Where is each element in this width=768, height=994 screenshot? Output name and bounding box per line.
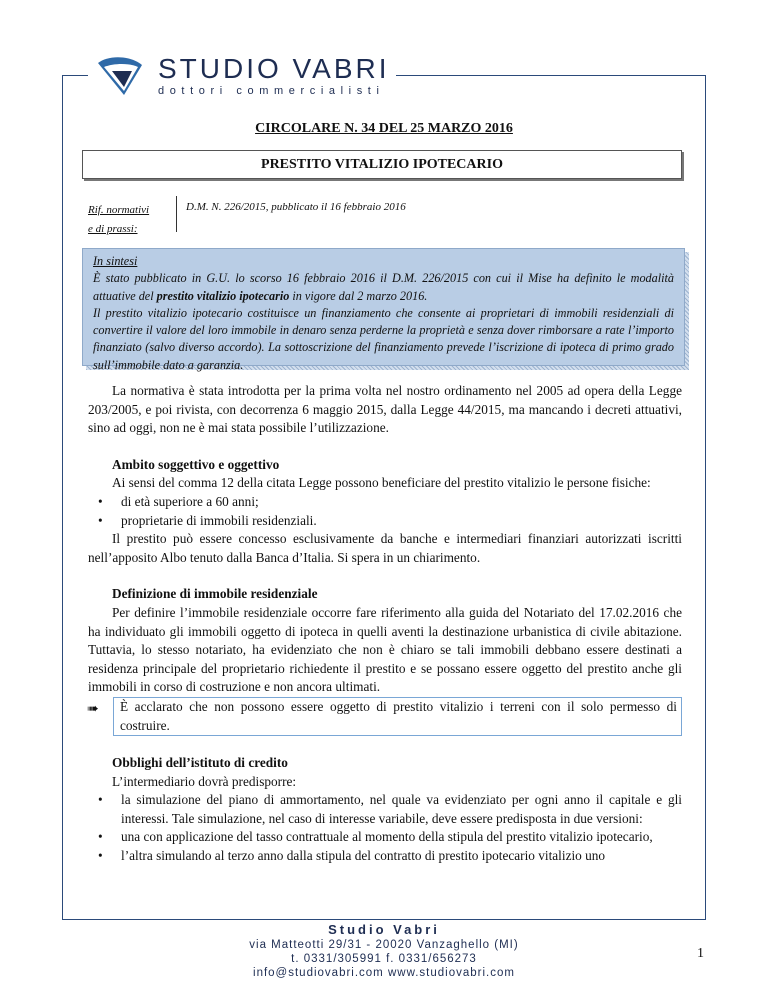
list-item: • proprietarie di immobili residenziali. <box>88 512 682 531</box>
ambito-paragraph: Ai sensi del comma 12 della citata Legge possono beneficiare del prestito vitalizio le persone fisiche: <box>112 475 651 491</box>
logo <box>88 52 396 100</box>
rif-label <box>88 201 149 239</box>
logo-mark-icon <box>94 51 154 101</box>
footer-name: Studio Vabri <box>328 922 440 937</box>
list-item: • la simulazione del piano di ammortamento, nel quale va evidenziato per ogni anno il capitale e gli interessi. Tale simulazione, nel caso di interesse variabile, deve essere predisposta in due versioni: <box>88 791 682 828</box>
rif-label-line1: Rif. normativi <box>88 204 150 216</box>
rif-divider <box>176 196 177 232</box>
sintesi-text-1b: prestito vitalizio ipotecario <box>156 288 290 303</box>
sintesi-heading: In sintesi <box>93 254 138 268</box>
rif-label-line2: e di prassi: <box>88 223 138 235</box>
obblighi-paragraph: L’intermediario dovrà predisporre: <box>112 773 297 789</box>
document-title: PRESTITO VITALIZIO IPOTECARIO <box>82 150 682 179</box>
sintesi-box <box>82 248 685 372</box>
sintesi-text-1c: in vigore dal 2 marzo 2016. <box>289 288 428 303</box>
section-heading-definizione: Definizione di immobile residenziale <box>112 586 318 602</box>
footer-web: info@studiovabri.com www.studiovabri.com <box>253 967 515 979</box>
section-heading-obblighi: Obblighi dell’istituto di credito <box>112 755 288 771</box>
ambito-list <box>88 493 682 530</box>
ambito-paragraph-2: Il prestito può essere concesso esclusivamente da banche e intermediari finanziari autorizzati iscritti nell’apposito Albo tenuto dalla Banca d’Italia. Si spera in un chiarimento. <box>88 531 682 565</box>
page-number: 1 <box>697 946 704 961</box>
footer-address: via Matteotti 29/31 - 20020 Vanzaghello (MI) <box>249 939 519 951</box>
logo-subtitle: dottori commercialisti <box>158 85 385 97</box>
right-arrow-icon: ➠ <box>87 701 99 717</box>
footer <box>0 922 768 980</box>
sintesi-text-1a: È stato pubblicato in G.U. lo scorso 16 febbraio 2016 il D.M. 226/2015 con cui il Mise ha definito le modalità attuative del <box>93 271 674 303</box>
body-content <box>88 382 682 866</box>
circolare-title: CIRCOLARE N. 34 DEL 25 MARZO 2016 <box>255 121 513 136</box>
note-text: È acclarato che non possono essere oggetto di prestito vitalizio i terreni con il solo permesso di costruire. <box>120 698 677 733</box>
definizione-paragraph: Per definire l’immobile residenziale occorre fare riferimento alla guida del Notariato del 17.02.2016 che ha individuato gli immobili oggetto di ipoteca in quelli aventi la destinazione urbanistica di civile abitazione. Tuttavia, lo stesso notariato, ha evidenziato che non è chiaro se tali immobili debbano essere destinati a residenza principale del proprietario richiedente il prestito e se possano essere oggetto del prestito anche gli immobili in corso di costruzione e non ancora ultimati. <box>88 604 682 695</box>
list-item: • di età superiore a 60 anni; <box>88 493 682 512</box>
sintesi-text-2: Il prestito vitalizio ipotecario costituisce un finanziamento che consente ai proprietari di immobili residenziali di convertire il valore del loro immobile in denaro senza perderne la proprietà e senza dover rimborsare a rate l’importo finanziato (salvo diverso accordo). La sottoscrizione del finanziamento prevede l’iscrizione di ipoteca di primo grado sull’immobile dato a garanzia. <box>93 305 674 372</box>
footer-phones: t. 0331/305991 f. 0331/656273 <box>291 953 477 965</box>
section-heading-ambito: Ambito soggettivo e oggettivo <box>112 456 280 472</box>
obblighi-list <box>88 791 682 865</box>
intro-paragraph: La normativa è stata introdotta per la prima volta nel nostro ordinamento nel 2005 ad opera della Legge 203/2005, e poi rivista, con decorrenza 6 maggio 2015, dalla Legge 44/2015, ma mancando i decreti attuativi, sino ad oggi, non ne è mai stata possibile l’utilizzazione. <box>88 383 682 436</box>
list-item: • una con applicazione del tasso contrattuale al momento della stipula del prestito vitalizio ipotecario, <box>88 828 682 847</box>
note-box <box>87 697 682 736</box>
rif-value: D.M. N. 226/2015, pubblicato il 16 febbraio 2016 <box>186 201 406 213</box>
logo-name: STUDIO VABRI <box>158 53 390 84</box>
list-item: • l’altra simulando al terzo anno dalla stipula del contratto di prestito ipotecario vitalizio uno <box>88 847 682 866</box>
